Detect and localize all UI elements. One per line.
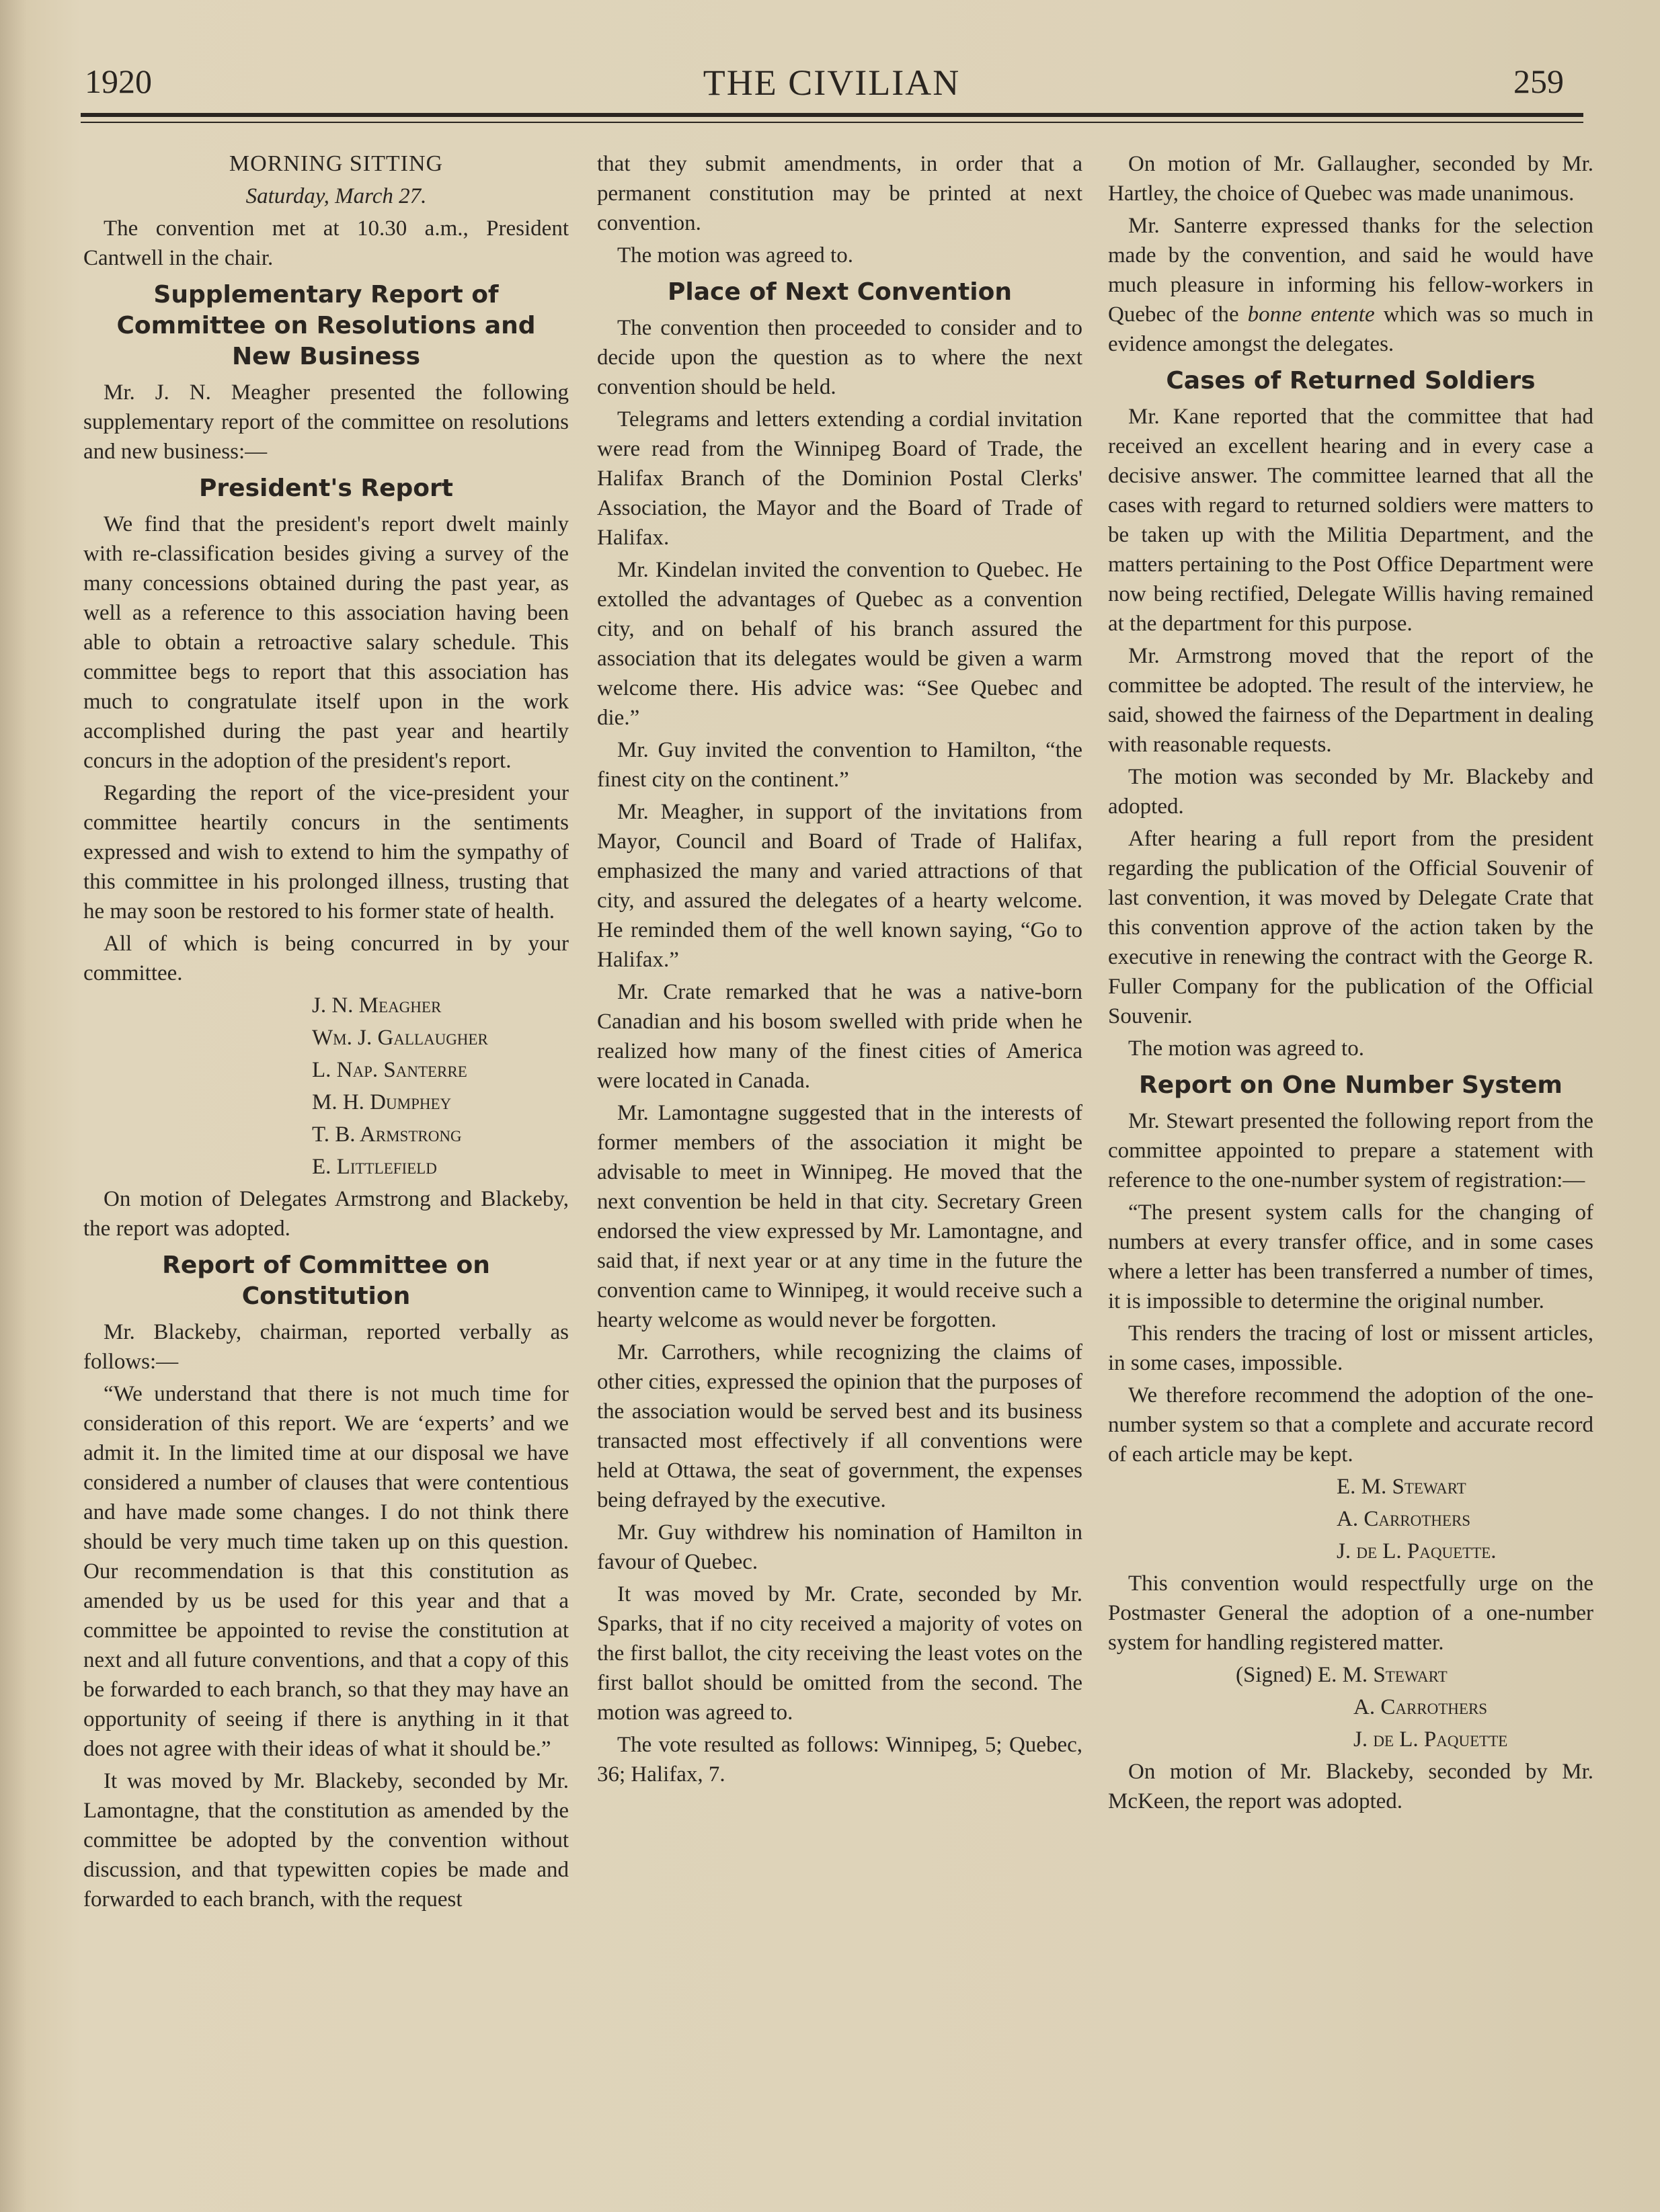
signed-line	[1108, 1660, 1593, 1690]
paragraph: “We understand that there is not much time for consideration of this report. We are ‘experts’ and we admit it. In the limited time at our disposal we have considered a number of clauses that were contentious and have made some changes. I do not think there should be very much time taken up on this question. Our recommendation is that this constitution as amended by us be used for this year and that a committee be appointed to revise the constitution at next and all future conventions, and that a copy of this be forwarded to each branch, so that they may have an opportunity of seeing if there is anything in it that does not agree with their ideas of what it should be.”	[83, 1382, 569, 1761]
signatory: E. M. Stewart	[1337, 1475, 1466, 1499]
text-run: which was so much in evidence amongst the delegates.	[1108, 302, 1594, 356]
paragraph: On motion of Delegates Armstrong and Blackeby, the report was adopted.	[83, 1187, 569, 1241]
column-2	[597, 149, 1082, 1792]
paragraph: After hearing a full report from the president regarding the publication of the Official Souvenir of last convention, it was moved by Delegate Crate that this convention approve of the action taken by the executive in renewing the contract with the George R. Fuller Company for the publication of the Official Souvenir.	[1108, 827, 1593, 1028]
section-heading-constitution: Report of Committee on Constitution	[162, 1252, 490, 1310]
signatory: E. M. Stewart	[1317, 1663, 1448, 1687]
section-heading-supplementary: Supplementary Report of Committee on Resolutions and New Business	[116, 281, 536, 370]
paragraph: Mr. Kane reported that the committee that had received an excellent hearing and in every case a decisive answer. The committee learned that all the cases with regard to returned soldiers were matters to be taken up with the Militia Department, and the matters pertaining to the Post Office Department were now being rectified, Delegate Willis having remained at the department for this purpose.	[1108, 405, 1593, 636]
morning-sitting-heading: MORNING SITTING	[229, 151, 444, 176]
paragraph: Mr. Crate remarked that he was a native-born Canadian and his bosom swelled with pride when he realized how many of the finest cities of America were located in Canada.	[597, 980, 1082, 1093]
paragraph: Mr. Meagher, in support of the invitations from Mayor, Council and Board of Trade of Halifax, emphasized the many and varied attractions of that city, and assured the delegates of a hearty welcome. He reminded them of the well known saying, “Go to Halifax.”	[597, 800, 1082, 972]
page-header	[79, 62, 1584, 109]
signatory: A. Carrothers	[1337, 1507, 1471, 1531]
paragraph: This convention would respectfully urge on the Postmaster General the adoption of a one-number system for handling registered matter.	[1108, 1571, 1593, 1655]
paragraph: Mr. J. N. Meagher presented the following supplementary report of the committee on resolutions and new business:—	[83, 380, 569, 464]
paragraph: It was moved by Mr. Blackeby, seconded by Mr. Lamontagne, that the constitution as amended by the committee be adopted by the convention without discussion, and that typewitten copies be made and forwarded to each branch, with the request	[83, 1769, 569, 1912]
paragraph: All of which is being concurred in by your committee.	[83, 932, 569, 985]
section-heading-returned-soldiers: Cases of Returned Soldiers	[1166, 367, 1536, 395]
signatory: L. Nap. Santerre	[312, 1058, 467, 1082]
sitting-date: Saturday, March 27.	[245, 184, 427, 208]
paragraph: Mr. Armstrong moved that the report of the committee be adopted. The result of the interview, he said, showed the fairness of the Department in dealing with reasonable requests.	[1108, 644, 1593, 757]
header-year: 1920	[85, 63, 152, 100]
signed-label: (Signed)	[1236, 1663, 1312, 1687]
signatory: E. Littlefield	[312, 1155, 437, 1179]
paragraph: On motion of Mr. Blackeby, seconded by Mr. McKeen, the report was adopted.	[1108, 1760, 1593, 1813]
signatory: T. B. Armstrong	[312, 1122, 462, 1147]
paragraph	[1108, 211, 1593, 359]
paragraph: Mr. Lamontagne suggested that in the interests of former members of the association it might be advisable to meet in Winnipeg. He moved that the next convention be held in that city. Secretary Green endorsed the view expressed by Mr. Lamontagne, and said that, if next year or at any time in the future the convention came to Winnipeg, it would receive such a hearty welcome as would never be forgotten.	[597, 1101, 1082, 1332]
paragraph: It was moved by Mr. Crate, seconded by Mr. Sparks, that if no city received a majority of votes on the first ballot, the city receiving the least votes on the first ballot should be omitted from the second. The motion was agreed to.	[597, 1582, 1082, 1725]
paragraph: Regarding the report of the vice-president your committee heartily concurs in the sentiments expressed and wish to extend to him the sympathy of this committee in his prolonged illness, trusting that he may soon be restored to his former state of health.	[83, 781, 569, 924]
page-number: 259	[1513, 63, 1564, 100]
paragraph: that they submit amendments, in order that a permanent constitution may be printed at next convention.	[597, 152, 1082, 235]
paragraph: Mr. Kindelan invited the convention to Quebec. He extolled the advantages of Quebec as a convention city, and on behalf of his branch assured the association that its delegates would be given a warm welcome there. His advice was: “See Quebec and die.”	[597, 558, 1082, 730]
italic-phrase: bonne entente	[1247, 302, 1375, 327]
paragraph: Mr. Guy withdrew his nomination of Hamilton in favour of Quebec.	[597, 1520, 1082, 1574]
paragraph: Mr. Stewart presented the following report from the committee appointed to prepare a statement with reference to the one-number system of registration:—	[1108, 1109, 1593, 1192]
signatory: A. Carrothers	[1353, 1695, 1488, 1719]
signatory: J. N. Meagher	[312, 993, 442, 1018]
signatory: M. H. Dumphey	[312, 1090, 452, 1114]
paragraph: The motion was agreed to.	[617, 243, 853, 268]
section-heading-one-number-system: Report on One Number System	[1139, 1071, 1563, 1099]
header-rule-thick	[81, 113, 1583, 117]
paragraph: This renders the tracing of lost or missent articles, in some cases, impossible.	[1108, 1321, 1593, 1375]
paragraph: We find that the president's report dwelt mainly with re-classification besides giving a survey of the many concessions obtained during the past year, as well as a reference to this association having been able to obtain a retroactive salary schedule. This committee begs to report that this association has much to congratulate itself upon in the work accomplished during the past year and heartily concurs in the adoption of the president's report.	[83, 512, 569, 773]
paragraph: The motion was seconded by Mr. Blackeby and adopted.	[1108, 765, 1593, 819]
column-3	[1108, 149, 1593, 1819]
paragraph: Mr. Blackeby, chairman, reported verbally as follows:—	[83, 1320, 569, 1374]
text-run: Mr. Santerre expressed thanks for the selection made by the convention, and said he would have much pleasure in informing his fellow-workers in Quebec of the	[1108, 214, 1593, 327]
paragraph: On motion of Mr. Gallaugher, seconded by Mr. Hartley, the choice of Quebec was made unanimous.	[1108, 152, 1593, 206]
paragraph: The vote resulted as follows: Winnipeg, 5; Quebec, 36; Halifax, 7.	[597, 1733, 1082, 1787]
signatory: J. de L. Paquette.	[1337, 1539, 1497, 1563]
paragraph: Mr. Carrothers, while recognizing the claims of other cities, expressed the opinion that the purposes of the association would be served best and its business transacted most effectively if all conventions were held at Ottawa, the seat of government, the expenses being defrayed by the executive.	[597, 1340, 1082, 1512]
header-rule-thin	[81, 122, 1583, 123]
column-1	[83, 149, 569, 1917]
section-heading-presidents-report: President's Report	[199, 475, 453, 502]
section-heading-next-convention: Place of Next Convention	[668, 278, 1012, 306]
paragraph: We therefore recommend the adoption of the one-number system so that a complete and accurate record of each article may be kept.	[1108, 1383, 1593, 1467]
paragraph: The convention then proceeded to consider and to decide upon the question as to where the next convention should be held.	[597, 316, 1082, 399]
paragraph: Telegrams and letters extending a cordial invitation were read from the Winnipeg Board of Trade, the Halifax Branch of the Dominion Postal Clerks' Association, the Mayor and the Board of Trade of Halifax.	[597, 407, 1082, 550]
paragraph: “The present system calls for the changing of numbers at every transfer office, and in some cases where a letter has been transferred a number of times, it is impossible to determine the original number.	[1108, 1200, 1593, 1313]
paragraph: The convention met at 10.30 a.m., President Cantwell in the chair.	[83, 216, 569, 270]
signatory: Wm. J. Gallaugher	[312, 1026, 488, 1050]
paragraph: Mr. Guy invited the convention to Hamilton, “the finest city on the continent.”	[597, 738, 1082, 792]
signatory: J. de L. Paquette	[1353, 1727, 1508, 1752]
publication-title: THE CIVILIAN	[703, 63, 961, 103]
paragraph: The motion was agreed to.	[1128, 1036, 1364, 1061]
